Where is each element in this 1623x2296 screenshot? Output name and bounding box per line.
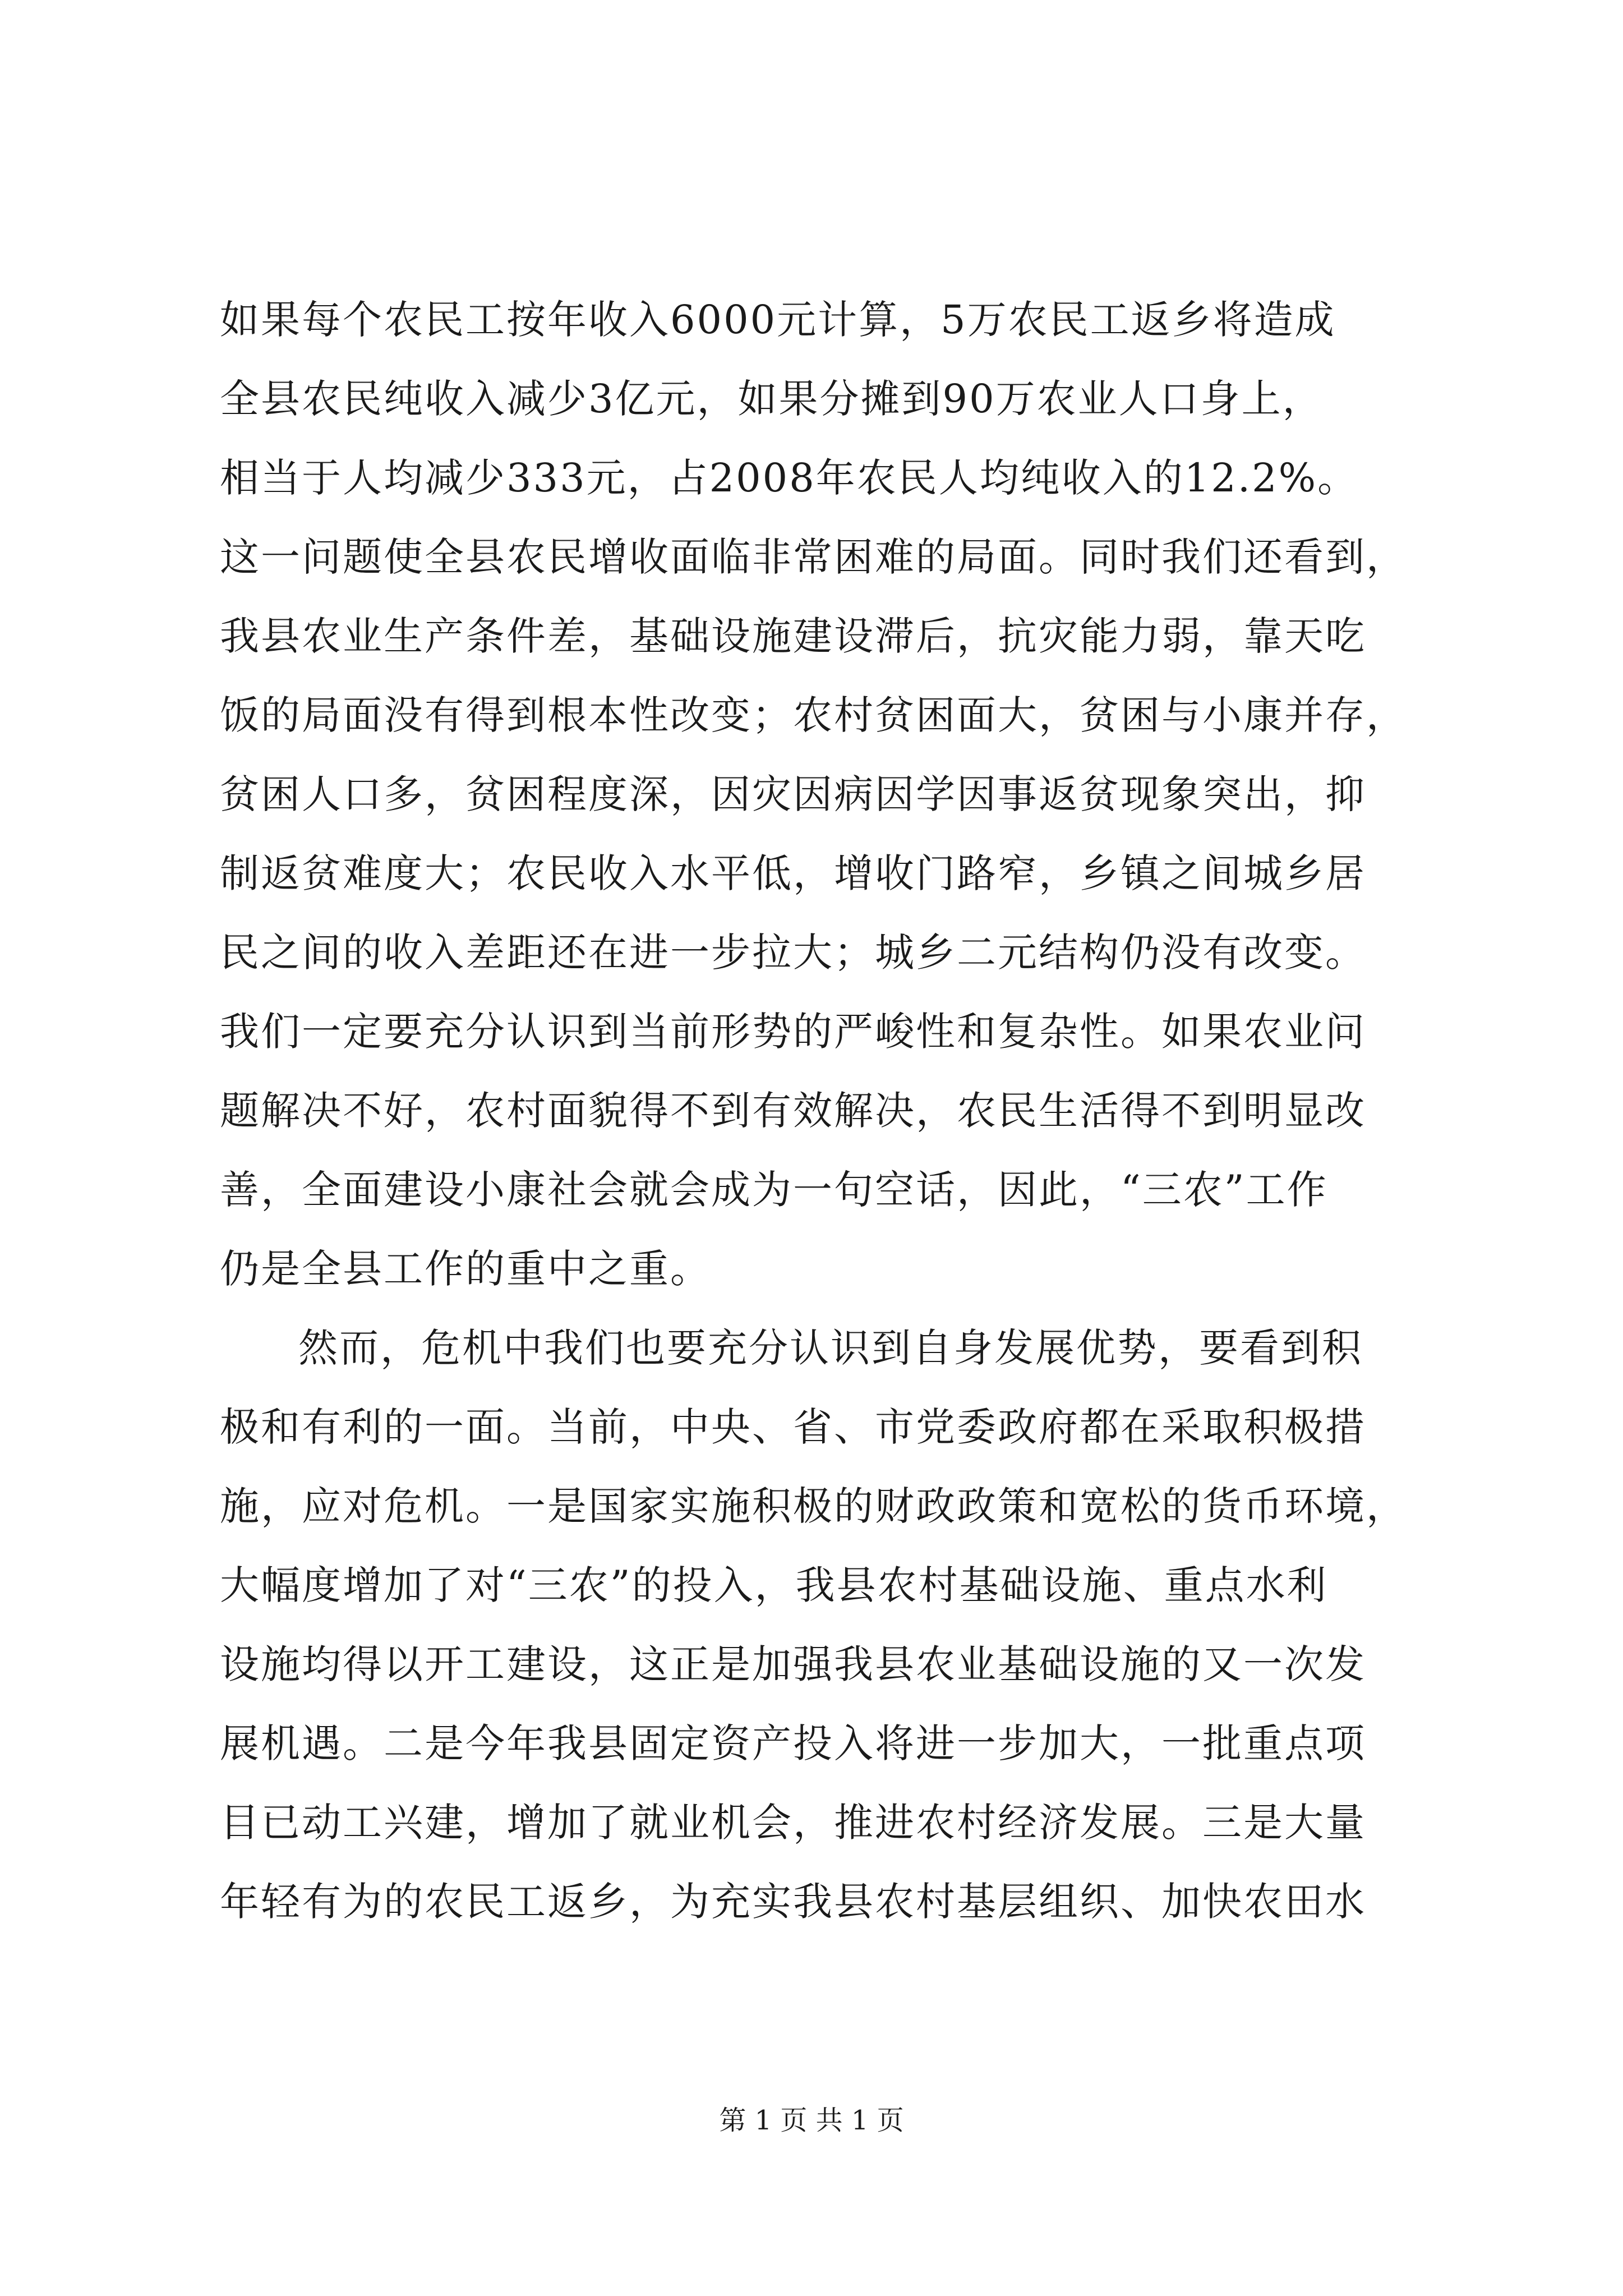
text-line: 贫困人口多，贫困程度深，因灾因病因学因事返贫现象突出，抑	[220, 771, 1366, 817]
paragraph-first-line: 然而，危机中我们也要充分认识到自身发展优势，要看到积	[298, 1325, 1363, 1371]
text-line: 饭的局面没有得到根本性改变；农村贫困面大，贫困与小康并存，	[220, 692, 1407, 738]
text-line: 善，全面建设小康社会就会成为一句空话，因此，“三农”工作	[220, 1167, 1328, 1213]
text-line: 如果每个农民工按年收入6000元计算，5万农民工返乡将造成	[220, 297, 1336, 343]
text-line: 展机遇。二是今年我县固定资产投入将进一步加大，一批重点项	[220, 1720, 1366, 1766]
text-line: 设施均得以开工建设，这正是加强我县农业基础设施的又一次发	[220, 1641, 1366, 1687]
text-line: 制返贫难度大；农民收入水平低，增收门路窄，乡镇之间城乡居	[220, 850, 1366, 896]
text-line: 民之间的收入差距还在进一步拉大；城乡二元结构仍没有改变。	[220, 930, 1366, 976]
page-footer	[0, 2101, 1623, 2140]
text-line: 全县农民纯收入减少3亿元，如果分摊到90万农业人口身上，	[220, 376, 1324, 422]
text-line: 目已动工兴建，增加了就业机会，推进农村经济发展。三是大量	[220, 1800, 1366, 1846]
text-line: 题解决不好，农村面貌得不到有效解决，农民生活得不到明显改	[220, 1088, 1366, 1134]
text-line: 这一问题使全县农民增收面临非常困难的局面。同时我们还看到，	[220, 534, 1407, 580]
text-line: 我们一定要充分认识到当前形势的严峻性和复杂性。如果农业问	[220, 1009, 1366, 1055]
text-line: 施，应对危机。一是国家实施积极的财政政策和宽松的货币环境，	[220, 1483, 1407, 1529]
text-line: 我县农业生产条件差，基础设施建设滞后，抗灾能力弱，靠天吃	[220, 613, 1366, 659]
text-line: 大幅度增加了对“三农”的投入，我县农村基础设施、重点水利	[220, 1562, 1328, 1608]
page-number-label: 第 1 页 共 1 页	[719, 2105, 904, 2136]
body-text	[220, 280, 1431, 1941]
text-line: 仍是全县工作的重中之重。	[220, 1246, 711, 1292]
text-line: 相当于人均减少333元，占2008年农民人均纯收入的12.2%。	[220, 455, 1359, 501]
text-line: 年轻有为的农民工返乡，为充实我县农村基层组织、加快农田水	[220, 1879, 1366, 1925]
text-line: 极和有利的一面。当前，中央、省、市党委政府都在采取积极措	[220, 1404, 1366, 1450]
